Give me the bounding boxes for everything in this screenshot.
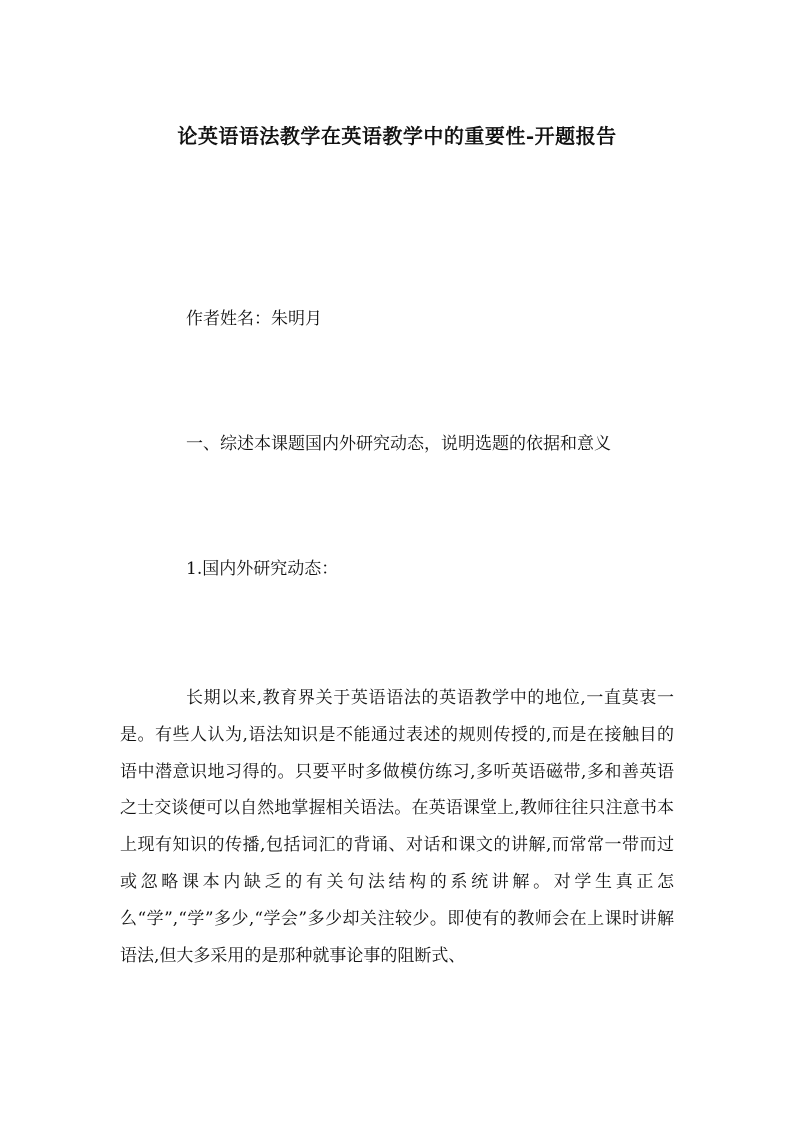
document-title: 论英语语法教学在英语教学中的重要性-开题报告 [177,124,617,148]
author-line: 作者姓名：朱明月 [186,309,322,329]
section-heading: 一、综述本课题国内外研究动态，说明选题的依据和意义 [186,434,611,454]
body-paragraph: 长期以来,教育界关于英语语法的英语教学中的地位,一直莫衷一是。有些人认为,语法知识是不能通过表述的规则传授的,而是在接触目的语中潜意识地习得的。只要平时多做模仿练习,多听英语磁带,多和善英语之士交谈便可以自然地掌握相关语法。在英语课堂上,教师往往只注意书本上现有知识的传播,包括词汇的背诵、对话和课文的讲解,而常常一带而过或忽略课本内缺乏的有关句法结构的系统讲解。对学生真正怎么“学”,“学”多少,“学会”多少却关注较少。即使有的教师会在上课时讲解语法,但大多采用的是那种就事论事的阻断式、 [120,688,674,966]
subsection-heading: 1.国内外研究动态： [186,559,339,579]
